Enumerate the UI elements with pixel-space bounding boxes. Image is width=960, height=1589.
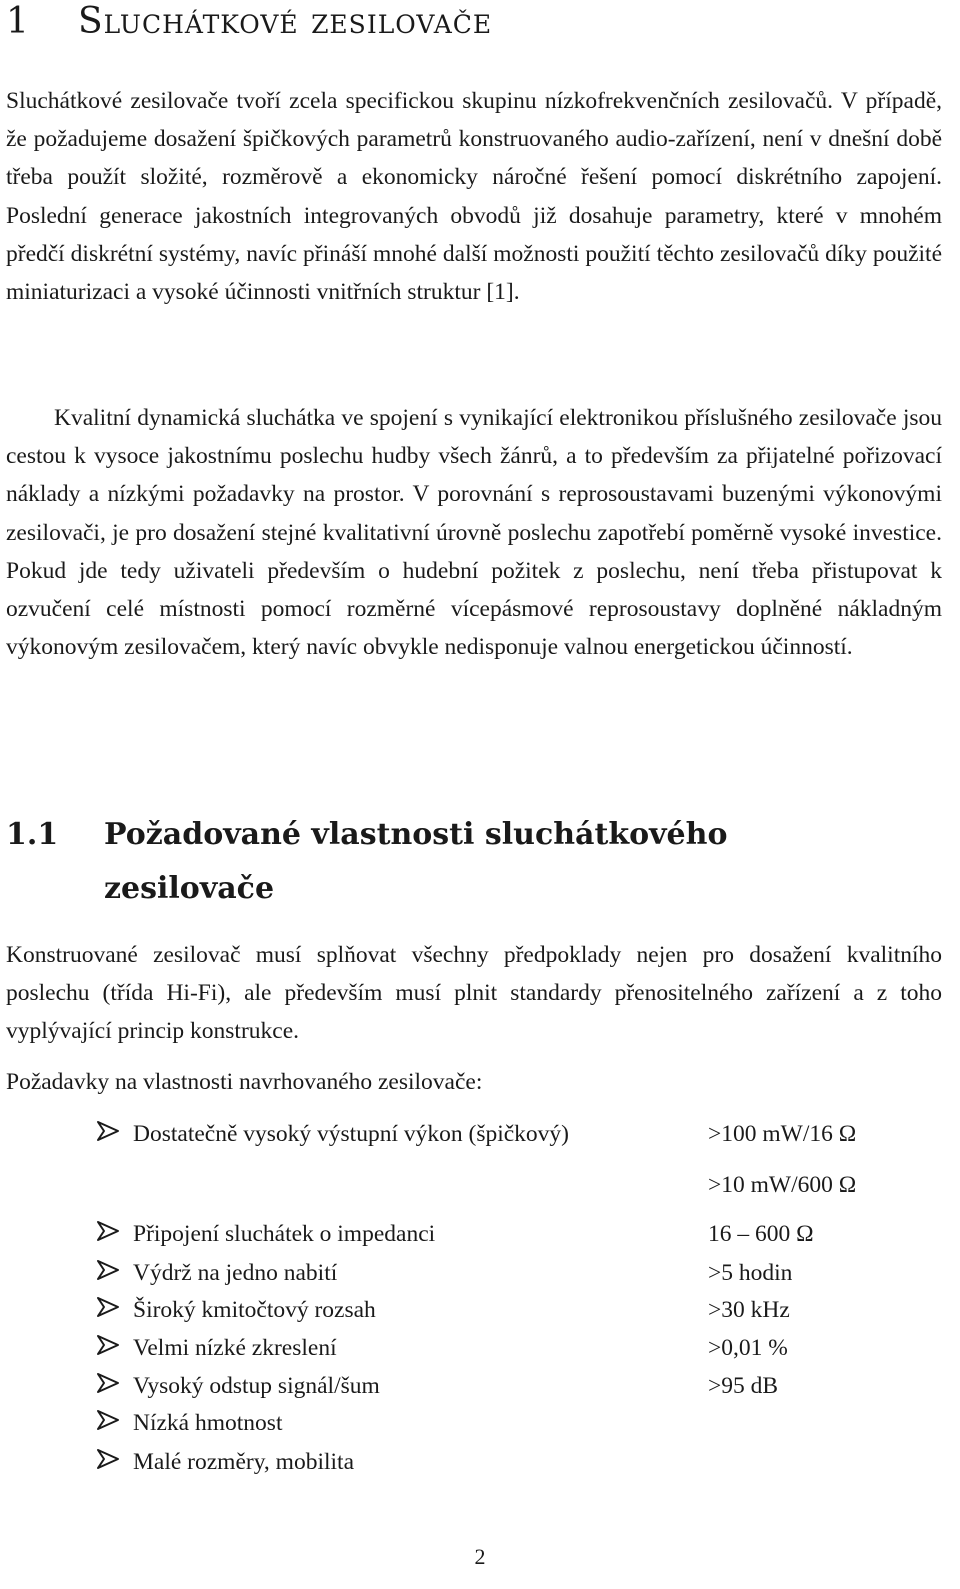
chapter-title: Sluchátkové zesilovače <box>78 1 493 42</box>
section-title: Požadované vlastnosti sluchátkového zesilovače <box>104 817 728 906</box>
requirement-label: Dostatečně vysoký výstupní výkon (špičkový) <box>133 1121 570 1147</box>
requirement-label: Velmi nízké zkreslení <box>133 1335 337 1361</box>
section-heading <box>6 808 906 916</box>
arrowhead-bullet-icon <box>95 1446 121 1472</box>
requirement-value: 16 – 600 Ω <box>708 1221 814 1247</box>
paragraph-intro: Sluchátkové zesilovače tvoří zcela specifickou skupinu nízkofrekvenčních zesilovačů. V případě, že požadujeme dosažení špičkových parametrů konstruovaného audio-zařízení, není v dnešní době třeba použít složité, rozměrově a ekonomicky náročné řešení pomocí diskrétního zapojení. Poslední generace jakostních integrovaných obvodů již dosahuje parametry, které v mnohém předčí diskrétní systémy, navíc přináší mnohé další možnosti použití těchto zesilovačů díky použité miniaturizaci a vysoké účinnosti vnitřních struktur [1]. <box>6 88 942 306</box>
requirement-item <box>0 1331 960 1365</box>
requirement-value: >0,01 % <box>708 1335 788 1361</box>
arrowhead-bullet-icon <box>95 1294 121 1320</box>
arrowhead-bullet-icon <box>95 1257 121 1283</box>
requirement-label: Malé rozměry, mobilita <box>133 1449 355 1475</box>
requirement-value: >30 kHz <box>708 1297 790 1323</box>
paragraph-headphones: Kvalitní dynamická sluchátka ve spojení s vynikající elektronikou příslušného zesilovače jsou cestou k vysoce jakostnímu poslechu hudby všech žánrů, a to především za přijatelné pořizovací náklady a nízkými požadavky na prostor. V porovnání s reprosoustavami buzenými výkonovými zesilovači, je pro dosažení stejné kvalitativní úrovně poslechu zapotřebí poměrně vysoké investice. Pokud jde tedy uživateli především o hudební požitek z poslechu, není třeba přistupovat k ozvučení celé místnosti pomocí rozměrné vícepásmové reprosoustavy doplněné nákladným výkonovým zesilovačem, který navíc obvykle nedisponuje valnou energetickou účinností. <box>6 405 942 661</box>
requirement-item <box>0 1406 960 1440</box>
requirement-item <box>0 1293 960 1327</box>
arrowhead-bullet-icon <box>95 1370 121 1396</box>
arrowhead-bullet-icon <box>95 1332 121 1358</box>
requirement-value: >5 hodin <box>708 1260 793 1286</box>
requirement-item <box>0 1445 960 1479</box>
arrowhead-bullet-icon <box>95 1118 121 1144</box>
requirement-item <box>0 1217 960 1251</box>
chapter-number: 1 <box>6 1 30 42</box>
requirement-value: >100 mW/16 Ω <box>708 1121 857 1147</box>
requirement-label: Vysoký odstup signál/šum <box>133 1373 380 1399</box>
requirement-value-secondary: >10 mW/600 Ω <box>708 1172 857 1198</box>
requirement-label: Výdrž na jedno nabití <box>133 1260 338 1286</box>
arrowhead-bullet-icon <box>95 1218 121 1244</box>
requirement-label: Široký kmitočtový rozsah <box>133 1297 376 1323</box>
chapter-heading <box>6 0 492 44</box>
requirement-item <box>0 1369 960 1403</box>
page-number: 2 <box>474 1544 486 1569</box>
section-number: 1.1 <box>6 817 59 852</box>
requirement-label: Nízká hmotnost <box>133 1410 283 1436</box>
list-intro: Požadavky na vlastnosti navrhovaného zesilovače: <box>6 1069 483 1095</box>
requirement-item <box>0 1256 960 1290</box>
arrowhead-bullet-icon <box>95 1407 121 1433</box>
requirement-label: Připojení sluchátek o impedanci <box>133 1221 436 1247</box>
requirement-item <box>0 1117 960 1151</box>
paragraph-section: Konstruované zesilovač musí splňovat všechny předpoklady nejen pro dosažení kvalitního poslechu (třída Hi-Fi), ale především musí plnit standardy přenositelného zařízení a z toho vyplývající princip konstrukce. <box>6 942 942 1045</box>
requirement-value: >95 dB <box>708 1373 779 1399</box>
